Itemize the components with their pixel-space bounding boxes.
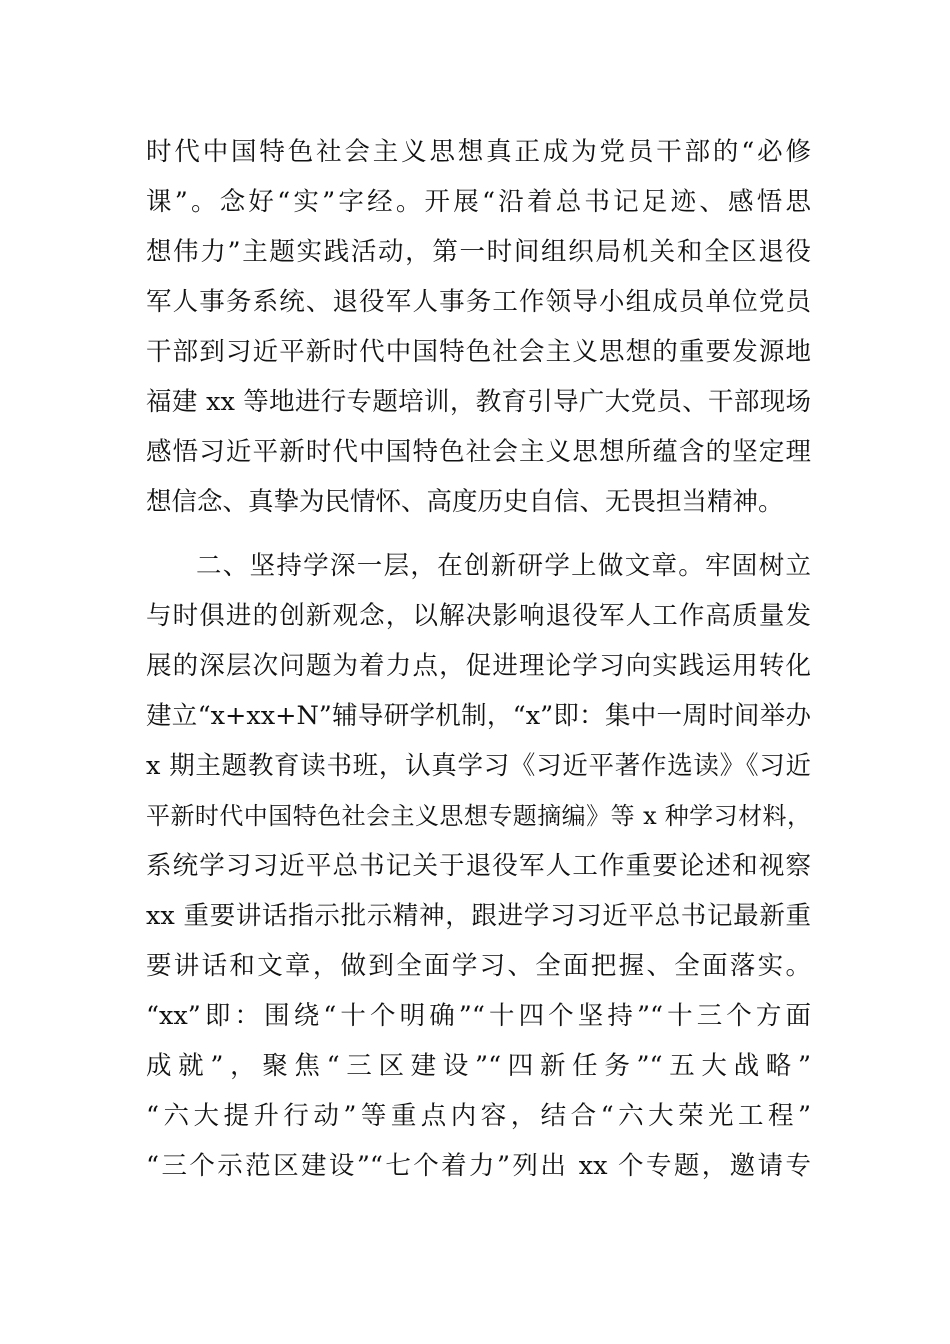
text-line: “三个示范区建设”“七个着力”列出 xx 个专题，邀请专: [146, 1151, 811, 1181]
text-line: x 期主题教育读书班，认真学习《习近平著作选读》《习近: [146, 751, 811, 781]
text-line: 时代中国特色社会主义思想真正成为党员干部的“必修: [146, 137, 811, 167]
text-line: 二、坚持学深一层，在创新研学上做文章。牢固树立: [196, 551, 811, 581]
text-line: 想伟力”主题实践活动，第一时间组织局机关和全区退役: [146, 237, 811, 267]
text-line: 展的深层次问题为着力点，促进理论学习向实践运用转化: [146, 651, 811, 681]
text-line: 课”。念好“实”字经。开展“沿着总书记足迹、感悟思: [146, 187, 811, 217]
text-line: 系统学习习近平总书记关于退役军人工作重要论述和视察: [146, 851, 811, 881]
text-line: 平新时代中国特色社会主义思想专题摘编》等 x 种学习材料，: [146, 802, 811, 830]
text-line: 想信念、真挚为民情怀、高度历史自信、无畏担当精神。: [146, 487, 784, 517]
text-line: “六大提升行动”等重点内容，结合“六大荣光工程”: [146, 1101, 811, 1131]
text-line: 要讲话和文章，做到全面学习、全面把握、全面落实。: [146, 951, 811, 981]
text-line: 感悟习近平新时代中国特色社会主义思想所蕴含的坚定理: [146, 437, 811, 467]
text-line: 军人事务系统、退役军人事务工作领导小组成员单位党员: [146, 287, 811, 317]
text-line: xx 重要讲话指示批示精神，跟进学习习近平总书记最新重: [146, 901, 811, 931]
text-line: 与时俱进的创新观念，以解决影响退役军人工作高质量发: [146, 601, 811, 631]
text-line: 建立“x+xx+N”辅导研学机制，“x”即：集中一周时间举办: [146, 701, 811, 731]
text-line: “xx”即：围绕“十个明确”“十四个坚持”“十三个方面: [146, 1001, 811, 1031]
text-line: 成就”，聚焦“三区建设”“四新任务”“五大战略”: [146, 1051, 811, 1081]
text-line: 福建 xx 等地进行专题培训，教育引导广大党员、干部现场: [146, 387, 811, 417]
text-line: 干部到习近平新时代中国特色社会主义思想的重要发源地: [146, 337, 811, 367]
